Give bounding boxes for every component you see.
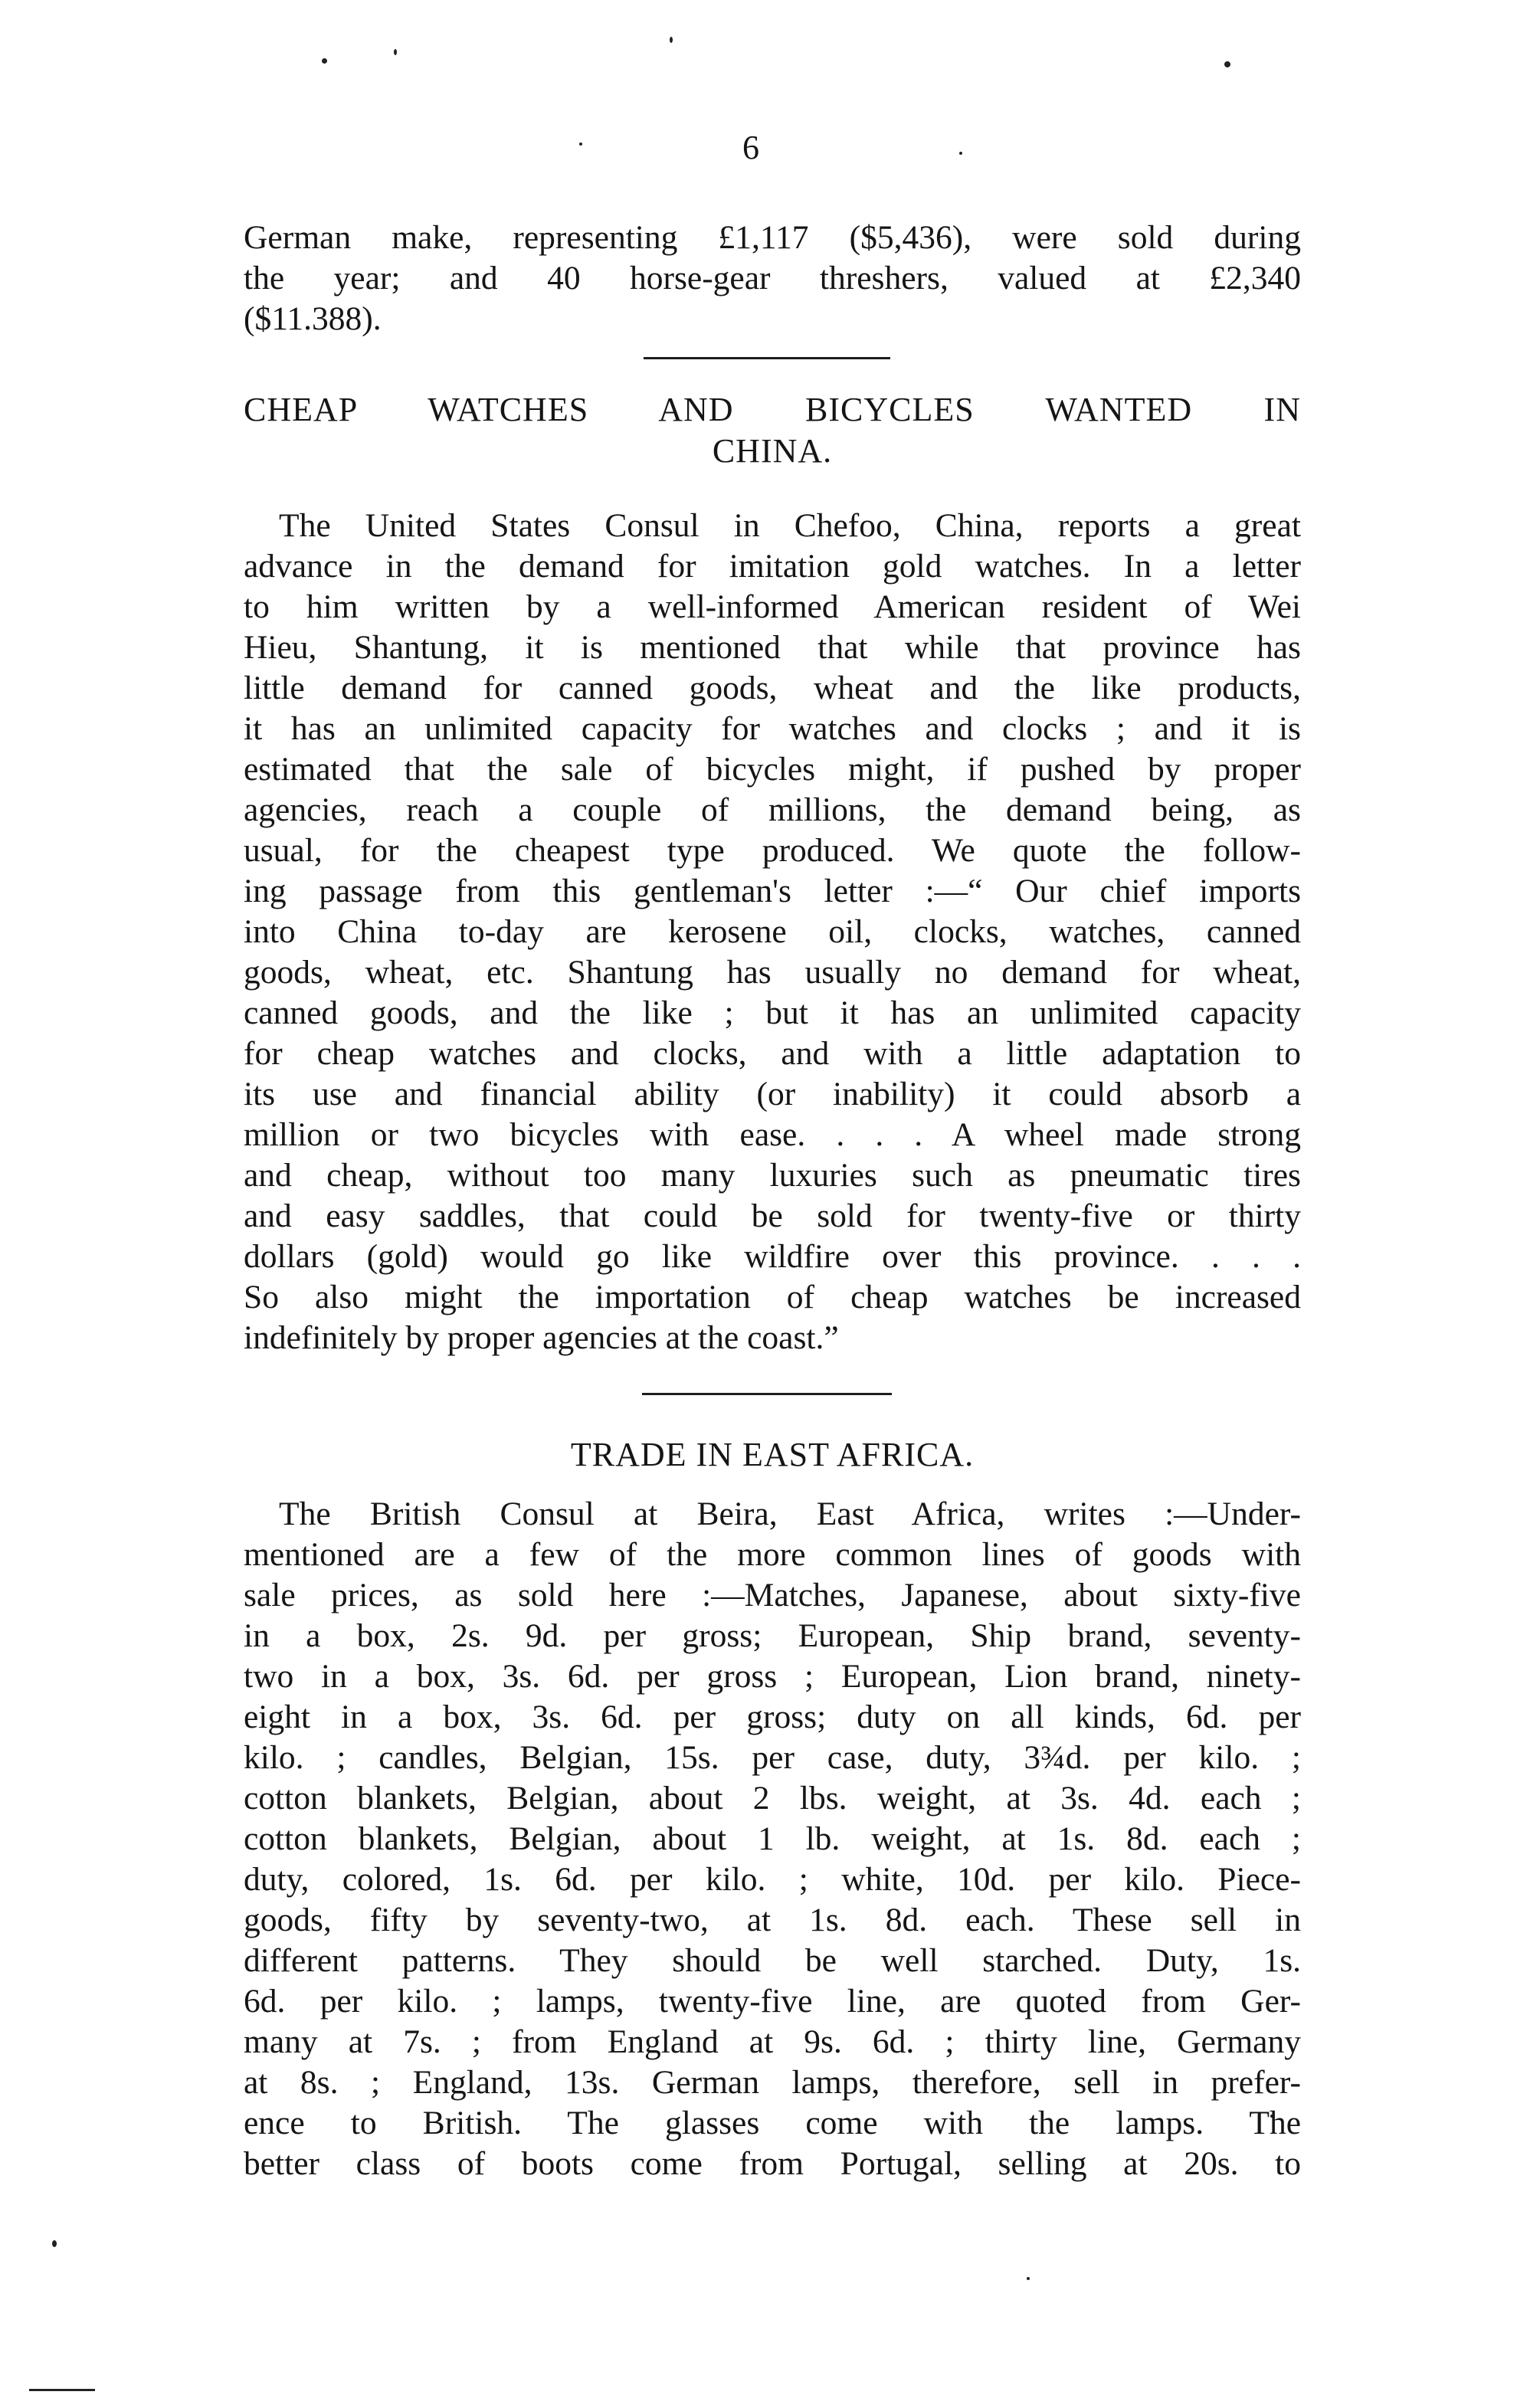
section-divider	[644, 357, 890, 359]
page-number: 6	[742, 129, 759, 166]
text-line: cotton blankets, Belgian, about 2 lbs. weight, at 3s. 4d. each ;	[244, 1780, 1301, 1817]
text-line: The British Consul at Beira, East Africa, writes :—Under-	[279, 1496, 1301, 1532]
text-line: ($11.388).	[244, 300, 382, 337]
text-line: the year; and 40 horse-gear threshers, valued at £2,340	[244, 260, 1301, 296]
text-line: to him written by a well-informed American resident of Wei	[244, 588, 1301, 625]
text-line: usual, for the cheapest type produced. We quote the follow-	[244, 832, 1301, 869]
text-line: in a box, 2s. 9d. per gross; European, Ship brand, seventy-	[244, 1617, 1301, 1654]
text-line: 6d. per kilo. ; lamps, twenty-five line, are quoted from Ger-	[244, 1983, 1301, 2020]
section-divider	[642, 1393, 892, 1395]
text-line: agencies, reach a couple of millions, the demand being, as	[244, 791, 1301, 828]
text-line: for cheap watches and clocks, and with a little adaptation to	[244, 1035, 1301, 1072]
scan-speck	[394, 49, 397, 55]
text-line: kilo. ; candles, Belgian, 15s. per case, duty, 3¾d. per kilo. ;	[244, 1739, 1301, 1776]
scan-speck	[1027, 2277, 1030, 2280]
heading-line: CHINA.	[712, 432, 833, 470]
intro-paragraph	[244, 218, 1301, 339]
text-line: eight in a box, 3s. 6d. per gross; duty on all kinds, 6d. per	[244, 1699, 1301, 1735]
text-line: dollars (gold) would go like wildfire over this province. . . .	[244, 1238, 1301, 1275]
text-line: million or two bicycles with ease. . . . A wheel made strong	[244, 1116, 1301, 1153]
section-heading: TRADE IN EAST AFRICA.	[570, 1436, 975, 1473]
scan-speck	[670, 37, 673, 43]
text-line: ing passage from this gentleman's letter :—“ Our chief imports	[244, 873, 1301, 909]
corner-rule-mark	[29, 2389, 95, 2391]
heading-line: CHEAP WATCHES AND BICYCLES WANTED IN	[244, 391, 1301, 428]
text-line: So also might the importation of cheap watches be increased	[244, 1279, 1301, 1315]
section-heading	[244, 389, 1301, 472]
text-line: German make, representing £1,117 ($5,436), were sold during	[244, 219, 1301, 256]
text-line: and easy saddles, that could be sold for twenty-five or thirty	[244, 1197, 1301, 1234]
text-line: its use and financial ability (or inability) it could absorb a	[244, 1076, 1301, 1112]
text-line: cotton blankets, Belgian, about 1 lb. weight, at 1s. 8d. each ;	[244, 1820, 1301, 1857]
scan-speck	[52, 2240, 57, 2247]
text-line: two in a box, 3s. 6d. per gross ; European, Lion brand, ninety-	[244, 1658, 1301, 1695]
text-line: sale prices, as sold here :—Matches, Japanese, about sixty-five	[244, 1577, 1301, 1614]
text-line: into China to-day are kerosene oil, clocks, watches, canned	[244, 913, 1301, 950]
text-line: indefinitely by proper agencies at the coast.”	[244, 1319, 839, 1356]
scan-speck	[1224, 61, 1230, 67]
text-line: it has an unlimited capacity for watches and clocks ; and it is	[244, 710, 1301, 747]
text-line: canned goods, and the like ; but it has an unlimited capacity	[244, 994, 1301, 1031]
text-line: duty, colored, 1s. 6d. per kilo. ; white, 10d. per kilo. Piece-	[244, 1861, 1301, 1898]
scan-speck	[322, 58, 327, 64]
text-line: ence to British. The glasses come with the lamps. The	[244, 2105, 1301, 2141]
section-paragraph	[244, 1494, 1301, 2184]
text-line: mentioned are a few of the more common lines of goods with	[244, 1536, 1301, 1573]
scan-speck	[959, 152, 962, 155]
text-line: advance in the demand for imitation gold watches. In a letter	[244, 548, 1301, 585]
text-line: different patterns. They should be well starched. Duty, 1s.	[244, 1942, 1301, 1979]
text-line: and cheap, without too many luxuries such as pneumatic tires	[244, 1157, 1301, 1194]
text-line: goods, wheat, etc. Shantung has usually no demand for wheat,	[244, 954, 1301, 991]
scan-speck	[579, 143, 582, 146]
text-line: many at 7s. ; from England at 9s. 6d. ; thirty line, Germany	[244, 2023, 1301, 2060]
text-line: Hieu, Shantung, it is mentioned that while that province has	[244, 629, 1301, 666]
text-line: estimated that the sale of bicycles might, if pushed by proper	[244, 751, 1301, 788]
text-line: better class of boots come from Portugal, selling at 20s. to	[244, 2145, 1301, 2182]
text-line: at 8s. ; England, 13s. German lamps, therefore, sell in prefer-	[244, 2064, 1301, 2101]
section-paragraph	[244, 506, 1301, 1358]
text-line: goods, fifty by seventy-two, at 1s. 8d. each. These sell in	[244, 1902, 1301, 1938]
text-line: little demand for canned goods, wheat and the like products,	[244, 670, 1301, 706]
text-line: The United States Consul in Chefoo, China, reports a great	[279, 507, 1301, 544]
